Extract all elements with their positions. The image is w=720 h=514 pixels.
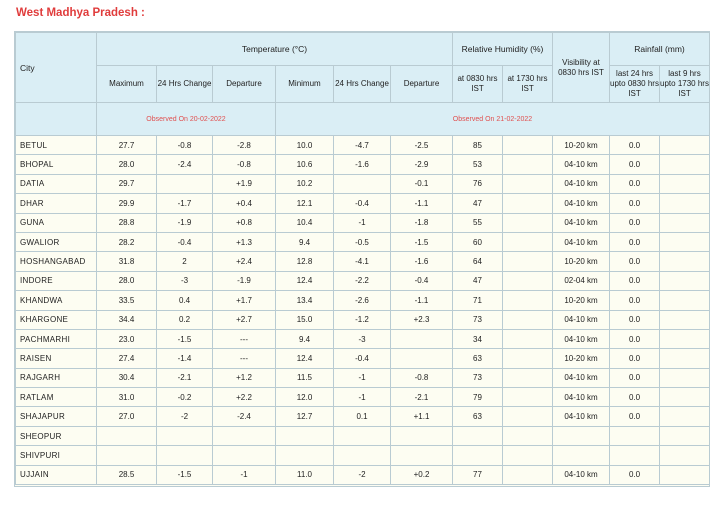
rh-0830-cell: 64 bbox=[453, 252, 503, 271]
max-departure-cell: -0.8 bbox=[213, 155, 276, 174]
min-temp-cell: 10.6 bbox=[276, 155, 334, 174]
visibility-cell: 10-20 km bbox=[553, 136, 610, 155]
visibility-cell: 04-10 km bbox=[553, 194, 610, 213]
min-change-cell: -1 bbox=[334, 213, 391, 232]
visibility-cell: 04-10 km bbox=[553, 232, 610, 251]
min-temp-cell: 12.4 bbox=[276, 349, 334, 368]
table-row bbox=[16, 252, 710, 271]
rh-0830-cell: 34 bbox=[453, 329, 503, 348]
min-temp-cell: 12.4 bbox=[276, 271, 334, 290]
min-departure-cell: -1.6 bbox=[391, 252, 453, 271]
min-temp-cell: 15.0 bbox=[276, 310, 334, 329]
table-row bbox=[16, 465, 710, 484]
city-cell: BHOPAL bbox=[16, 155, 97, 174]
rh-1730-cell bbox=[503, 310, 553, 329]
min-change-cell: -4.1 bbox=[334, 252, 391, 271]
max-temp-cell: 31.8 bbox=[97, 252, 157, 271]
table-row bbox=[16, 271, 710, 290]
max-departure-cell: --- bbox=[213, 349, 276, 368]
min-change-cell bbox=[334, 174, 391, 193]
table-row bbox=[16, 232, 710, 251]
min-departure-cell bbox=[391, 349, 453, 368]
max-temp-cell: 30.4 bbox=[97, 368, 157, 387]
min-departure-cell: -1.1 bbox=[391, 194, 453, 213]
rain-9hrs-cell bbox=[660, 252, 710, 271]
max-temp-cell: 28.8 bbox=[97, 213, 157, 232]
city-cell: BETUL bbox=[16, 136, 97, 155]
header-rh-1730: at 1730 hrs IST bbox=[503, 66, 553, 103]
rain-24hrs-cell: 0.0 bbox=[610, 349, 660, 368]
city-cell: DATIA bbox=[16, 174, 97, 193]
rh-0830-cell: 77 bbox=[453, 465, 503, 484]
rain-24hrs-cell: 0.0 bbox=[610, 465, 660, 484]
min-temp-cell: 10.0 bbox=[276, 136, 334, 155]
rain-24hrs-cell: 0.0 bbox=[610, 291, 660, 310]
table-row bbox=[16, 291, 710, 310]
rain-9hrs-cell bbox=[660, 368, 710, 387]
rain-24hrs-cell: 0.0 bbox=[610, 310, 660, 329]
rh-0830-cell: 73 bbox=[453, 368, 503, 387]
table-row bbox=[16, 446, 710, 465]
min-temp-cell: 12.7 bbox=[276, 407, 334, 426]
rain-9hrs-cell bbox=[660, 194, 710, 213]
rh-0830-cell: 79 bbox=[453, 388, 503, 407]
max-change-cell: -2.4 bbox=[157, 155, 213, 174]
city-cell: GUNA bbox=[16, 213, 97, 232]
max-temp-cell: 29.7 bbox=[97, 174, 157, 193]
table-row bbox=[16, 329, 710, 348]
rh-1730-cell bbox=[503, 213, 553, 232]
min-departure-cell bbox=[391, 446, 453, 465]
max-change-cell bbox=[157, 174, 213, 193]
max-change-cell: -0.4 bbox=[157, 232, 213, 251]
observed-date-max: Observed On 20-02-2022 bbox=[97, 103, 276, 136]
rh-1730-cell bbox=[503, 232, 553, 251]
rh-1730-cell bbox=[503, 155, 553, 174]
max-temp-cell: 27.7 bbox=[97, 136, 157, 155]
max-change-cell: -0.8 bbox=[157, 136, 213, 155]
rain-9hrs-cell bbox=[660, 213, 710, 232]
header-min-change: 24 Hrs Change bbox=[334, 66, 391, 103]
max-temp-cell: 28.2 bbox=[97, 232, 157, 251]
min-temp-cell: 13.4 bbox=[276, 291, 334, 310]
header-rainfall: Rainfall (mm) bbox=[610, 33, 710, 66]
min-departure-cell bbox=[391, 426, 453, 445]
observed-spacer bbox=[16, 103, 97, 136]
rh-0830-cell: 47 bbox=[453, 194, 503, 213]
min-temp-cell: 11.5 bbox=[276, 368, 334, 387]
max-temp-cell bbox=[97, 426, 157, 445]
max-temp-cell: 27.0 bbox=[97, 407, 157, 426]
max-departure-cell: +2.7 bbox=[213, 310, 276, 329]
min-change-cell: -2.2 bbox=[334, 271, 391, 290]
header-minimum: Minimum bbox=[276, 66, 334, 103]
max-temp-cell: 34.4 bbox=[97, 310, 157, 329]
min-change-cell: 0.1 bbox=[334, 407, 391, 426]
city-cell: RAISEN bbox=[16, 349, 97, 368]
city-cell: RAJGARH bbox=[16, 368, 97, 387]
min-change-cell: -4.7 bbox=[334, 136, 391, 155]
rh-1730-cell bbox=[503, 329, 553, 348]
table-row bbox=[16, 388, 710, 407]
min-departure-cell: -0.1 bbox=[391, 174, 453, 193]
max-change-cell: 0.2 bbox=[157, 310, 213, 329]
max-change-cell: -1.5 bbox=[157, 329, 213, 348]
rain-9hrs-cell bbox=[660, 310, 710, 329]
rain-9hrs-cell bbox=[660, 271, 710, 290]
max-temp-cell: 31.0 bbox=[97, 388, 157, 407]
rain-24hrs-cell: 0.0 bbox=[610, 232, 660, 251]
header-max-change: 24 Hrs Change bbox=[157, 66, 213, 103]
rain-9hrs-cell bbox=[660, 136, 710, 155]
max-departure-cell: -2.4 bbox=[213, 407, 276, 426]
rh-1730-cell bbox=[503, 291, 553, 310]
max-change-cell: 2 bbox=[157, 252, 213, 271]
table-row bbox=[16, 349, 710, 368]
rain-24hrs-cell: 0.0 bbox=[610, 388, 660, 407]
city-cell: UJJAIN bbox=[16, 465, 97, 484]
city-cell: KHARGONE bbox=[16, 310, 97, 329]
rain-9hrs-cell bbox=[660, 291, 710, 310]
rh-1730-cell bbox=[503, 349, 553, 368]
min-temp-cell: 12.1 bbox=[276, 194, 334, 213]
rain-24hrs-cell: 0.0 bbox=[610, 252, 660, 271]
rh-1730-cell bbox=[503, 368, 553, 387]
rh-0830-cell: 76 bbox=[453, 174, 503, 193]
min-departure-cell: -2.9 bbox=[391, 155, 453, 174]
table-row bbox=[16, 136, 710, 155]
max-temp-cell: 28.0 bbox=[97, 155, 157, 174]
city-cell: SHEOPUR bbox=[16, 426, 97, 445]
min-departure-cell: -1.5 bbox=[391, 232, 453, 251]
rh-1730-cell bbox=[503, 426, 553, 445]
rain-24hrs-cell: 0.0 bbox=[610, 155, 660, 174]
visibility-cell: 10-20 km bbox=[553, 349, 610, 368]
rh-0830-cell: 63 bbox=[453, 349, 503, 368]
header-maximum: Maximum bbox=[97, 66, 157, 103]
rain-24hrs-cell: 0.0 bbox=[610, 136, 660, 155]
header-rain-24hrs: last 24 hrs upto 0830 hrs IST bbox=[610, 66, 660, 103]
table-row bbox=[16, 174, 710, 193]
weather-table-container bbox=[14, 31, 710, 487]
min-change-cell: -2 bbox=[334, 465, 391, 484]
visibility-cell: 10-20 km bbox=[553, 291, 610, 310]
city-cell: KHANDWA bbox=[16, 291, 97, 310]
min-change-cell: -0.4 bbox=[334, 349, 391, 368]
max-departure-cell: -1.9 bbox=[213, 271, 276, 290]
city-cell: PACHMARHI bbox=[16, 329, 97, 348]
page-title: West Madhya Pradesh : bbox=[16, 7, 145, 19]
rh-1730-cell bbox=[503, 388, 553, 407]
rain-9hrs-cell bbox=[660, 388, 710, 407]
header-rh-0830: at 0830 hrs IST bbox=[453, 66, 503, 103]
max-change-cell: 0.4 bbox=[157, 291, 213, 310]
visibility-cell bbox=[553, 446, 610, 465]
table-row bbox=[16, 213, 710, 232]
min-change-cell: -1.2 bbox=[334, 310, 391, 329]
visibility-cell: 04-10 km bbox=[553, 465, 610, 484]
visibility-cell: 04-10 km bbox=[553, 310, 610, 329]
rh-0830-cell: 60 bbox=[453, 232, 503, 251]
min-change-cell: -1 bbox=[334, 368, 391, 387]
header-city: City bbox=[16, 33, 97, 103]
rain-24hrs-cell: 0.0 bbox=[610, 407, 660, 426]
min-change-cell: -2.6 bbox=[334, 291, 391, 310]
min-departure-cell: +0.2 bbox=[391, 465, 453, 484]
max-departure-cell: +2.4 bbox=[213, 252, 276, 271]
max-departure-cell: +0.4 bbox=[213, 194, 276, 213]
min-departure-cell: -2.1 bbox=[391, 388, 453, 407]
table-row bbox=[16, 407, 710, 426]
city-cell: DHAR bbox=[16, 194, 97, 213]
rain-9hrs-cell bbox=[660, 446, 710, 465]
rh-1730-cell bbox=[503, 252, 553, 271]
rain-9hrs-cell bbox=[660, 174, 710, 193]
rh-1730-cell bbox=[503, 271, 553, 290]
table-row bbox=[16, 155, 710, 174]
max-temp-cell: 28.5 bbox=[97, 465, 157, 484]
visibility-cell: 04-10 km bbox=[553, 407, 610, 426]
max-temp-cell: 27.4 bbox=[97, 349, 157, 368]
max-temp-cell: 29.9 bbox=[97, 194, 157, 213]
min-change-cell: -0.5 bbox=[334, 232, 391, 251]
rh-0830-cell: 47 bbox=[453, 271, 503, 290]
min-temp-cell: 10.2 bbox=[276, 174, 334, 193]
max-change-cell: -0.2 bbox=[157, 388, 213, 407]
max-change-cell: -3 bbox=[157, 271, 213, 290]
rain-9hrs-cell bbox=[660, 232, 710, 251]
table-row bbox=[16, 194, 710, 213]
rain-24hrs-cell: 0.0 bbox=[610, 194, 660, 213]
max-departure-cell: +0.8 bbox=[213, 213, 276, 232]
rh-1730-cell bbox=[503, 407, 553, 426]
min-change-cell bbox=[334, 426, 391, 445]
rain-24hrs-cell: 0.0 bbox=[610, 213, 660, 232]
min-temp-cell: 10.4 bbox=[276, 213, 334, 232]
rh-0830-cell: 85 bbox=[453, 136, 503, 155]
rh-0830-cell bbox=[453, 426, 503, 445]
max-departure-cell: +1.7 bbox=[213, 291, 276, 310]
visibility-cell: 04-10 km bbox=[553, 213, 610, 232]
max-temp-cell bbox=[97, 446, 157, 465]
min-temp-cell bbox=[276, 426, 334, 445]
visibility-cell: 04-10 km bbox=[553, 155, 610, 174]
city-cell: SHIVPURI bbox=[16, 446, 97, 465]
max-change-cell bbox=[157, 426, 213, 445]
min-departure-cell: +1.1 bbox=[391, 407, 453, 426]
min-departure-cell bbox=[391, 329, 453, 348]
min-departure-cell: -2.5 bbox=[391, 136, 453, 155]
max-departure-cell: --- bbox=[213, 329, 276, 348]
max-change-cell: -1.7 bbox=[157, 194, 213, 213]
header-temperature: Temperature (°C) bbox=[97, 33, 453, 66]
rain-24hrs-cell bbox=[610, 426, 660, 445]
rain-24hrs-cell: 0.0 bbox=[610, 368, 660, 387]
min-change-cell bbox=[334, 446, 391, 465]
visibility-cell: 04-10 km bbox=[553, 368, 610, 387]
max-temp-cell: 23.0 bbox=[97, 329, 157, 348]
max-departure-cell: +1.9 bbox=[213, 174, 276, 193]
weather-table bbox=[15, 32, 710, 485]
header-humidity: Relative Humidity (%) bbox=[453, 33, 553, 66]
max-change-cell bbox=[157, 446, 213, 465]
rain-24hrs-cell bbox=[610, 446, 660, 465]
city-cell: SHAJAPUR bbox=[16, 407, 97, 426]
min-temp-cell: 11.0 bbox=[276, 465, 334, 484]
max-temp-cell: 33.5 bbox=[97, 291, 157, 310]
min-departure-cell: -0.8 bbox=[391, 368, 453, 387]
rh-0830-cell: 63 bbox=[453, 407, 503, 426]
city-cell: HOSHANGABAD bbox=[16, 252, 97, 271]
rain-24hrs-cell: 0.0 bbox=[610, 174, 660, 193]
max-departure-cell: -2.8 bbox=[213, 136, 276, 155]
visibility-cell: 04-10 km bbox=[553, 329, 610, 348]
max-change-cell: -2.1 bbox=[157, 368, 213, 387]
rh-0830-cell: 55 bbox=[453, 213, 503, 232]
rh-0830-cell bbox=[453, 446, 503, 465]
header-min-departure: Departure bbox=[391, 66, 453, 103]
rain-9hrs-cell bbox=[660, 155, 710, 174]
visibility-cell: 04-10 km bbox=[553, 388, 610, 407]
city-cell: INDORE bbox=[16, 271, 97, 290]
rain-9hrs-cell bbox=[660, 349, 710, 368]
max-departure-cell bbox=[213, 446, 276, 465]
rh-1730-cell bbox=[503, 465, 553, 484]
max-departure-cell: +2.2 bbox=[213, 388, 276, 407]
min-temp-cell: 9.4 bbox=[276, 329, 334, 348]
max-departure-cell: -1 bbox=[213, 465, 276, 484]
rain-9hrs-cell bbox=[660, 465, 710, 484]
visibility-cell: 02-04 km bbox=[553, 271, 610, 290]
min-departure-cell: -1.8 bbox=[391, 213, 453, 232]
max-change-cell: -2 bbox=[157, 407, 213, 426]
min-change-cell: -1 bbox=[334, 388, 391, 407]
min-temp-cell: 12.8 bbox=[276, 252, 334, 271]
max-departure-cell bbox=[213, 426, 276, 445]
table-body bbox=[16, 136, 710, 485]
min-temp-cell: 12.0 bbox=[276, 388, 334, 407]
rain-24hrs-cell: 0.0 bbox=[610, 271, 660, 290]
rain-24hrs-cell: 0.0 bbox=[610, 329, 660, 348]
rain-9hrs-cell bbox=[660, 426, 710, 445]
rain-9hrs-cell bbox=[660, 407, 710, 426]
header-rain-9hrs: last 9 hrs upto 1730 hrs IST bbox=[660, 66, 710, 103]
min-change-cell: -1.6 bbox=[334, 155, 391, 174]
max-change-cell: -1.4 bbox=[157, 349, 213, 368]
min-temp-cell bbox=[276, 446, 334, 465]
min-change-cell: -3 bbox=[334, 329, 391, 348]
rh-0830-cell: 73 bbox=[453, 310, 503, 329]
header-visibility: Visibility at 0830 hrs IST bbox=[553, 33, 610, 103]
rh-0830-cell: 71 bbox=[453, 291, 503, 310]
rh-0830-cell: 53 bbox=[453, 155, 503, 174]
max-departure-cell: +1.2 bbox=[213, 368, 276, 387]
visibility-cell: 10-20 km bbox=[553, 252, 610, 271]
visibility-cell bbox=[553, 426, 610, 445]
table-row bbox=[16, 368, 710, 387]
rh-1730-cell bbox=[503, 194, 553, 213]
min-departure-cell: -1.1 bbox=[391, 291, 453, 310]
min-change-cell: -0.4 bbox=[334, 194, 391, 213]
observed-date-min: Observed On 21-02-2022 bbox=[276, 103, 710, 136]
visibility-cell: 04-10 km bbox=[553, 174, 610, 193]
max-change-cell: -1.9 bbox=[157, 213, 213, 232]
min-temp-cell: 9.4 bbox=[276, 232, 334, 251]
min-departure-cell: +2.3 bbox=[391, 310, 453, 329]
max-change-cell: -1.5 bbox=[157, 465, 213, 484]
rh-1730-cell bbox=[503, 174, 553, 193]
header-max-departure: Departure bbox=[213, 66, 276, 103]
table-row bbox=[16, 310, 710, 329]
city-cell: RATLAM bbox=[16, 388, 97, 407]
rh-1730-cell bbox=[503, 136, 553, 155]
rh-1730-cell bbox=[503, 446, 553, 465]
max-departure-cell: +1.3 bbox=[213, 232, 276, 251]
rain-9hrs-cell bbox=[660, 329, 710, 348]
min-departure-cell: -0.4 bbox=[391, 271, 453, 290]
max-temp-cell: 28.0 bbox=[97, 271, 157, 290]
city-cell: GWALIOR bbox=[16, 232, 97, 251]
table-row bbox=[16, 426, 710, 445]
